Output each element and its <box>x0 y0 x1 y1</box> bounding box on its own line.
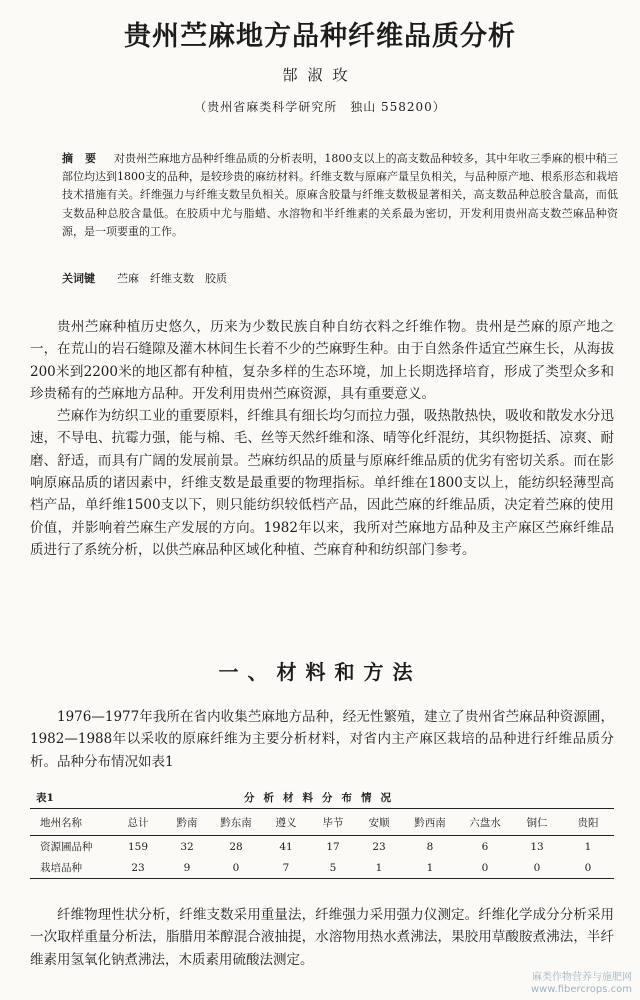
table-cell: 1 <box>356 857 402 879</box>
table-cell: 13 <box>530 840 544 853</box>
table-header-cell: 毕节 <box>310 809 356 836</box>
table-cell: 23 <box>372 840 386 853</box>
table-row <box>30 836 614 858</box>
table-cell: 1 <box>584 840 592 853</box>
table-header-cell: 黔东南 <box>210 809 262 836</box>
table-header-cell: 贵阳 <box>562 809 614 836</box>
intro-paragraph-2: 苎麻作为纺织工业的重要原料，纤维具有细长均匀而拉力强，吸热散热快，吸收和散发水分迅速，不导电、抗霉力强，能与棉、毛、丝等天然纤维和涤、晴等化纤混纺，其织物挺括、凉爽、耐磨、舒适，而具有广阔的发展前景。苎麻纺织品的质量与原麻纤维品质的优劣有密切关系。而在影响原麻品质的诸因素中，纤维支数是最重要的物理指标。单纤维在1800支以上，能纺织轻薄型高档产品，单纤维1500支以下，则只能纺织较低档产品，因此苎麻的纤维品质，决定着苎麻的使用价值，并影响着苎麻生产发展的方向。1982年以来，我所对苎麻地方品种及主产麻区苎麻纤维品质进行了系统分析，以供苎麻品种区域化种植、苎麻育种和纺织部门参考。 <box>30 408 614 558</box>
author-affiliation: （贵州省麻类科学研究所 独山 558200） <box>194 100 446 114</box>
paper-title: 贵州苎麻地方品种纤维品质分析 <box>124 21 516 52</box>
table-cell: 5 <box>310 857 356 879</box>
table-cell: 7 <box>262 857 310 879</box>
table-header-cell: 遵义 <box>262 809 310 836</box>
table-cell: 41 <box>279 840 293 853</box>
keywords <box>62 270 618 286</box>
table-row <box>30 857 614 879</box>
table-header-cell: 总计 <box>112 809 164 836</box>
table-header-cell: 铜仁 <box>512 809 562 836</box>
table-cell: 1 <box>402 857 458 879</box>
table-cell: 28 <box>229 840 243 853</box>
section-heading-materials-methods: 一、材料和方法 <box>218 660 422 684</box>
methods-paragraph: 1976—1977年我所在省内收集苎麻地方品种，经无性繁殖，建立了贵州省苎麻品种资源圃，1982—1988年以采收的原麻纤维为主要分析材料，对省内主产麻区栽培的品种进行纤维品质分析。品种分布情况如表1 <box>30 709 614 770</box>
table-cell: 32 <box>180 840 194 853</box>
watermark-line-1: 麻类作物营养与施肥网 <box>532 972 632 983</box>
table-cell: 栽培品种 <box>30 857 112 879</box>
table-cell: 17 <box>326 840 340 853</box>
table-header-cell: 六盘水 <box>458 809 512 836</box>
abstract-text: 对贵州苎麻地方品种纤维品质的分析表明，1800支以上的高支数品种较多，其中年收三季麻的根中稍三部位均达到1800支的品种，是较珍贵的麻纺材料。纤维支数与原麻产量呈负相关，与品种原产地、根系形态和栽培技术措施有关。纤维强力与纤维支数呈负相关。原麻含胶量与纤维支数极显著相关，高支数品种总胶含量高，而低支数品种总胶含量低。在胶质中尤与脂蜡、水溶物和半纤维素的关系最为密切，开发利用贵州高支数苎麻品种资源，是一项要重的工作。 <box>62 152 618 238</box>
table-cell: 0 <box>512 857 562 879</box>
keywords-text: 苎麻 纤维支数 胶质 <box>117 272 227 285</box>
keywords-label: 关词键 <box>62 272 95 285</box>
table-cell: 0 <box>562 857 614 879</box>
table-number: 表1 <box>36 792 54 804</box>
table-cell: 6 <box>481 840 489 853</box>
table-cell: 159 <box>127 840 149 853</box>
table-header-cell: 安顺 <box>356 809 402 836</box>
table-header-cell: 黔南 <box>164 809 210 836</box>
site-watermark <box>531 972 632 996</box>
table-title: 分析材料分布情况 <box>244 792 400 804</box>
intro-paragraph-1: 贵州苎麻种植历史悠久，历来为少数民族自种自纺衣料之纤维作物。贵州是苎麻的原产地之一，在荒山的岩石缝隙及灌木林间生长着不少的苎麻野生种。由于自然条件适宜苎麻生长，从海拔200米到2200米的地区都有种植，复杂多样的生态环境，加上长期选择培育，形成了类型众多和珍贵稀有的苎麻地方品种。开发利用贵州苎麻资源，具有重要意义。 <box>30 319 614 402</box>
table-cell: 23 <box>112 857 164 879</box>
table-cell: 9 <box>164 857 210 879</box>
distribution-table <box>30 809 614 879</box>
introduction <box>30 316 614 561</box>
watermark-line-2: www.fibercrops.com <box>530 984 632 995</box>
analysis-methods <box>30 904 614 971</box>
abstract <box>62 150 618 241</box>
table-cell: 8 <box>426 840 434 853</box>
table-1 <box>30 788 614 879</box>
table-cell: 资源圃品种 <box>40 841 93 853</box>
table-header-row <box>30 809 614 836</box>
methods-section <box>30 706 614 773</box>
analysis-paragraph: 纤维物理性状分析，纤维支数采用重量法，纤维强力采用强力仪测定。纤维化学成分分析采用一次取样重量分析法，脂腊用苯醇混合液抽提，水溶物用热水煮沸法，果胶用草酸胺煮沸法，半纤维素用氢氧化钠煮沸法，木质素用硫酸法测定。 <box>30 907 614 968</box>
author-name: 郜淑玫 <box>282 66 358 84</box>
table-header-cell: 地州名称 <box>30 809 112 836</box>
abstract-label: 摘 要 <box>62 152 101 165</box>
table-cell: 0 <box>210 857 262 879</box>
table-header-cell: 黔西南 <box>402 809 458 836</box>
table-cell: 0 <box>458 857 512 879</box>
table-caption <box>30 788 614 809</box>
